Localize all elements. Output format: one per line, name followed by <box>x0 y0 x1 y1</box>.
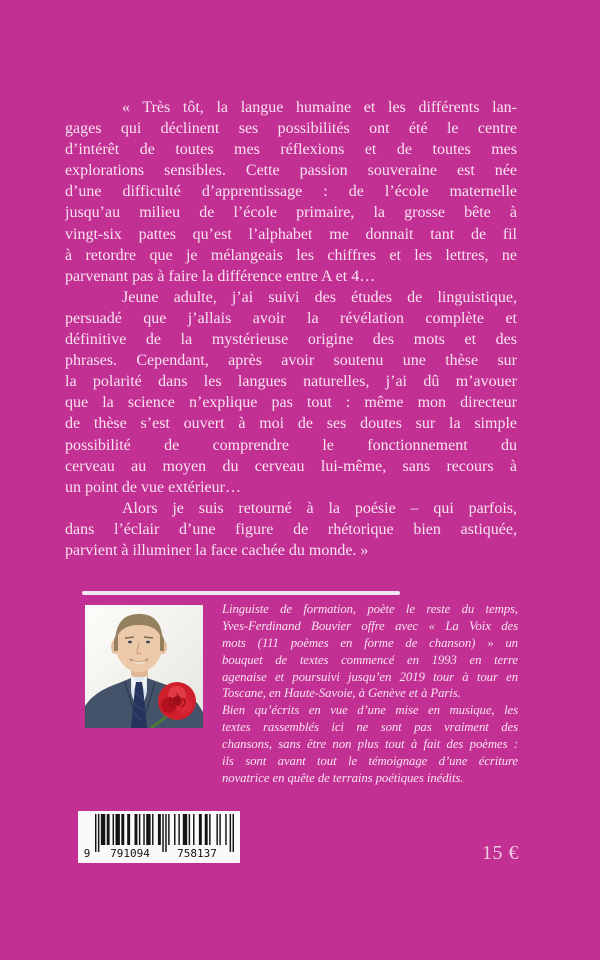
quote-line: la polarité dans les langues naturelles, j’ai dû m’avouer <box>65 373 517 391</box>
quote-line: dans l’éclair d’une figure de rhétorique bien astiquée, <box>65 520 517 538</box>
bio-line: agenaise et poursuivi jusqu’en 2019 tour à tour en <box>222 669 518 684</box>
quote-line: Jeune adulte, j’ai suivi des études de linguistique, <box>122 288 517 306</box>
quote-line: explorations sensibles. Cette passion souveraine est née <box>65 162 517 180</box>
barcode <box>78 811 240 863</box>
barcode-bar <box>205 814 208 845</box>
quote-line: cerveau au moyen du cerveau lui-même, sans recours à <box>65 457 517 475</box>
quote-line: à retordre que je mélangeais les chiffres et les lettres, ne <box>65 246 517 264</box>
barcode-bar <box>95 814 96 852</box>
barcode-digit-group1: 791094 <box>110 847 150 860</box>
barcode-bar <box>189 814 190 845</box>
barcode-bar <box>107 814 110 845</box>
barcode-bar <box>162 814 163 852</box>
barcode-bar <box>127 814 130 845</box>
barcode-bar <box>143 814 144 845</box>
quote-line: phrases. Cependant, après avoir soutenu une thèse sur <box>65 352 517 370</box>
quote-line: possibilité de comprendre le fonctionnement du <box>65 436 517 454</box>
bio-line: Toscane, en Haute-Savoie, à Genève et à Paris. <box>222 686 461 701</box>
barcode-bar <box>165 814 166 852</box>
quote-line: Alors je suis retourné à la poésie – qui parfois, <box>122 499 517 517</box>
quote-line: définitive de la mystérieuse origine des mots et des <box>65 331 517 349</box>
bio-line: novatrice en quête de terrains poétiques inédits. <box>222 770 464 785</box>
eye-left <box>128 641 132 644</box>
bio-line: chansons, sans être non plus tout à fait des poèmes : <box>222 737 518 752</box>
price-label: 15 € <box>482 842 519 864</box>
quote-line: vingt-six pattes qu’est l’alphabet me donnait tant de fil <box>65 225 517 243</box>
author-photo <box>85 605 203 728</box>
quote-line: parvenant pas à faire la différence entre A et 4… <box>65 267 376 285</box>
barcode-bar <box>225 814 226 845</box>
barcode-bar <box>152 814 153 845</box>
author-portrait-image <box>85 605 203 728</box>
quote-line: que la science n’explique pas tout : même mon directeur <box>65 394 517 412</box>
barcode-bar <box>193 814 194 845</box>
barcode-bar <box>233 814 234 852</box>
rose <box>158 682 196 720</box>
barcode-bar <box>178 814 179 845</box>
quote-line: d’intérêt de toutes mes réflexions et de toutes mes <box>65 141 517 159</box>
barcode-bar <box>174 814 175 845</box>
quote-line: gages qui déclinent ses possibilités ont été le centre <box>65 120 517 138</box>
bio-line: textes rassemblés ici ne sont pas vraiment des <box>222 720 518 735</box>
quote-text <box>65 97 517 561</box>
barcode-bar <box>168 814 169 845</box>
barcode-bar <box>121 814 124 845</box>
barcode-bar <box>115 814 119 845</box>
bio-line: mots (111 poèmes en forme de chanson) » un <box>222 635 518 650</box>
quote-line: d’une difficulté d’apprentissage : de l’école maternelle <box>65 183 517 201</box>
quote-line: jusqu’au milieu de l’école primaire, la grosse bête à <box>65 204 517 222</box>
barcode-bar <box>230 814 231 852</box>
quote-line: « Très tôt, la langue humaine et les différents lan- <box>122 99 517 116</box>
quote-line: un point de vue extérieur… <box>65 478 241 496</box>
bio-line: Bien qu’écrits en vue d’une mise en musique, les <box>222 703 518 718</box>
bio-line: Linguiste de formation, poète le reste du temps, <box>222 602 518 616</box>
quote-line: de thèse s’est ouvert à moi de ses doutes sur la simple <box>65 415 517 433</box>
barcode-digit-prefix: 9 <box>83 847 91 860</box>
tie-knot <box>135 682 143 688</box>
divider-line <box>82 591 400 595</box>
barcode-bar <box>209 814 210 845</box>
barcode-bar <box>146 814 150 845</box>
bio-line: ils sont avant tout le témoignage d’une écriture <box>222 754 518 769</box>
quote-line: parvient à illuminer la face cachée du monde. » <box>65 541 369 559</box>
barcode-digit-group2: 758137 <box>177 847 217 860</box>
eye-right <box>146 641 150 644</box>
barcode-bar <box>183 814 187 845</box>
barcode-bar <box>139 814 140 845</box>
author-bio <box>222 601 518 787</box>
barcode-bar <box>98 814 99 852</box>
barcode-bar <box>113 814 114 845</box>
barcode-bar <box>216 814 217 845</box>
barcode-bar <box>135 814 138 845</box>
barcode-bar <box>199 814 202 845</box>
barcode-bar <box>101 814 105 845</box>
barcode-bar <box>158 814 161 845</box>
bio-line: Yves-Ferdinand Bouvier offre avec « La Voix des <box>222 618 518 633</box>
quote-line: persuadé que j’allais avoir la révélation complète et <box>65 309 517 327</box>
barcode-bar <box>219 814 220 845</box>
bio-line: bouquet de textes commencé en 1993 en terre <box>222 652 518 667</box>
